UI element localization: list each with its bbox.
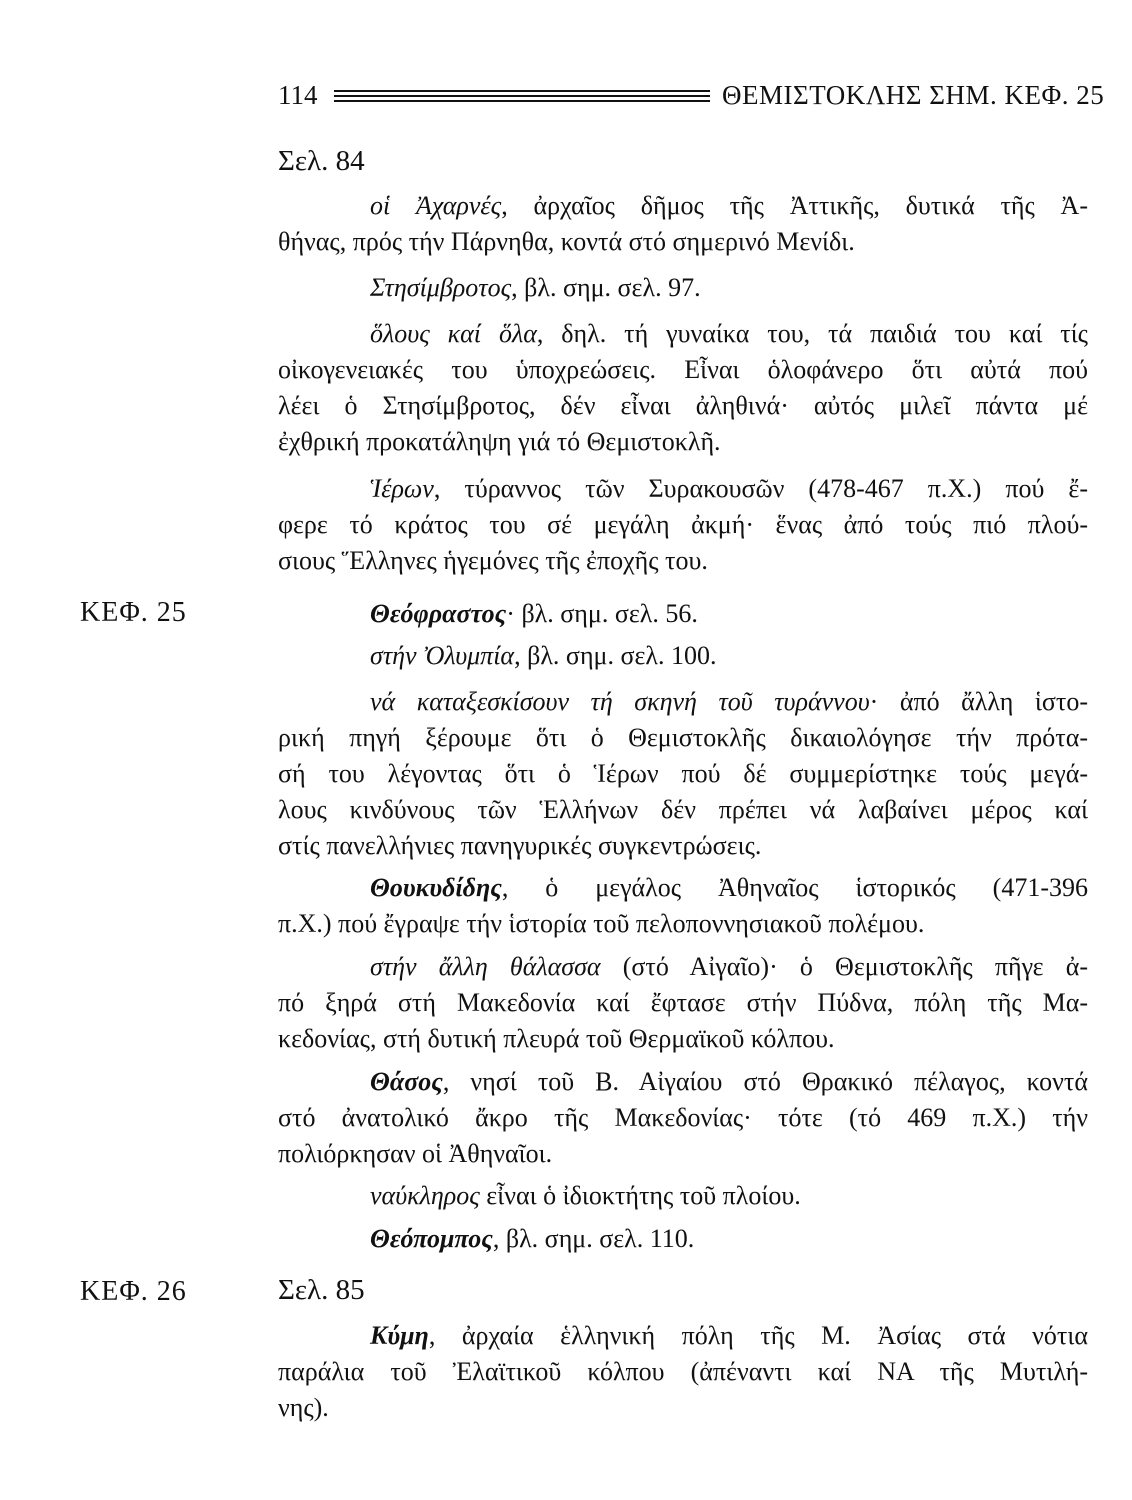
note-text: λέει ὁ Στησίμβροτος, δέν εἶναι ἀληθινά· αὐτός μιλεῖ πάντα μέ (278, 391, 1088, 420)
note-term: ὅλους καί ὅλα (370, 319, 537, 348)
running-header (278, 80, 1105, 114)
note-text: , ἀρχαία ἑλληνική πόλη τῆς Μ. Ἀσίας στά νότια (428, 1321, 1088, 1350)
running-title: ΘΕΜΙΣΤΟΚΛΗΣ ΣΗΜ. ΚΕΦ. 25 (722, 80, 1105, 110)
section-heading-84: Σελ. 84 (278, 145, 365, 177)
note-acharnes (278, 188, 1088, 260)
note-term: οἱ Ἀχαρνές (370, 191, 502, 220)
note-term: Στησίμβροτος (370, 273, 512, 302)
note-term: Θεόφραστος (370, 599, 507, 628)
note-text: ἐχθρική προκατάληψη γιά τό Θεμιστοκλῆ. (278, 427, 721, 456)
note-theophrastos (278, 596, 1088, 632)
note-thasos (278, 1064, 1088, 1172)
note-text: , νησί τοῦ Β. Αἰγαίου στό Θρακικό πέλαγος, κοντά (442, 1067, 1088, 1096)
note-text: κεδονίας, στή δυτική πλευρά τοῦ Θερμαϊκοῦ κόλπου. (278, 1024, 835, 1053)
note-term: στήν Ὀλυμπία (370, 641, 515, 670)
note-text: , βλ. σημ. σελ. 110. (492, 1224, 695, 1253)
note-text: · βλ. σημ. σελ. 56. (506, 599, 698, 628)
note-text: πό ξηρά στή Μακεδονία καί ἔφτασε στήν Πύδνα, πόλη τῆς Μα- (278, 988, 1088, 1017)
note-text: νης). (278, 1393, 329, 1422)
note-text: ρική πηγή ξέρουμε ὅτι ὁ Θεμιστοκλῆς δικαιολόγησε τήν πρότα- (278, 723, 1088, 752)
note-term: νά καταξεσκίσουν τή σκηνή τοῦ τυράννου (370, 687, 870, 716)
note-text: εἶναι ὁ ἰδιοκτήτης τοῦ πλοίου. (479, 1181, 801, 1210)
chapter-marker-25: ΚΕΦ. 25 (80, 597, 187, 628)
note-hieron (278, 471, 1088, 579)
note-text: , ἀρχαῖος δῆμος τῆς Ἀττικῆς, δυτικά τῆς Ἀ- (501, 191, 1088, 220)
note-term: Ἱέρων (370, 474, 434, 503)
chapter-marker-26: ΚΕΦ. 26 (80, 1276, 187, 1307)
note-text: · ἀπό ἄλλη ἱστο- (869, 687, 1088, 716)
note-term: Θουκυδίδης (370, 873, 502, 902)
note-text: στό ἀνατολικό ἄκρο τῆς Μακεδονίας· τότε (τό 469 π.Χ.) τήν (278, 1103, 1088, 1132)
note-term: στήν ἄλλη θάλασσα (370, 952, 601, 981)
note-text: πολιόρκησαν οἱ Ἀθηναῖοι. (278, 1139, 553, 1168)
note-text: θήνας, πρός τήν Πάρνηθα, κοντά στό σημερινό Μενίδι. (278, 227, 855, 256)
note-theopompos (278, 1221, 1088, 1257)
note-holous-kai-hola (278, 316, 1088, 460)
note-text: , ὁ μεγάλος Ἀθηναῖος ἱστορικός (471-396 (501, 873, 1088, 902)
note-text: , δηλ. τή γυναίκα του, τά παιδιά του καί τίς (536, 319, 1088, 348)
note-alle-thalassa (278, 949, 1088, 1057)
note-kyme (278, 1318, 1088, 1426)
note-term: Θάσος (370, 1067, 443, 1096)
note-term: Κύμη (370, 1321, 429, 1350)
note-term: Θεόπομπος (370, 1224, 493, 1253)
note-text: , βλ. σημ. σελ. 100. (514, 641, 717, 670)
note-text: (στό Αἰγαῖο)· ὁ Θεμιστοκλῆς πῆγε ἀ- (600, 952, 1088, 981)
note-naukleros (278, 1178, 1088, 1214)
note-text: π.Χ.) πού ἔγραψε τήν ἱστορία τοῦ πελοποννησιακοῦ πολέμου. (278, 909, 925, 938)
note-text: οἰκογενειακές του ὑποχρεώσεις. Εἶναι ὁλοφάνερο ὅτι αὐτά πού (278, 355, 1088, 384)
note-text: σή του λέγοντας ὅτι ὁ Ἱέρων πού δέ συμμερίστηκε τούς μεγά- (278, 759, 1088, 788)
note-text: φερε τό κράτος του σέ μεγάλη ἀκμή· ἕνας ἀπό τούς πιό πλού- (278, 510, 1088, 539)
note-text: λους κινδύνους τῶν Ἑλλήνων δέν πρέπει νά λαβαίνει μέρος καί (278, 795, 1088, 824)
note-text: σιους Ἕλληνες ἡγεμόνες τῆς ἐποχῆς του. (278, 546, 708, 575)
note-text: στίς πανελλήνιες πανηγυρικές συγκεντρώσεις. (278, 831, 762, 860)
note-olympia (278, 638, 1088, 674)
note-term: ναύκληρος (370, 1181, 480, 1210)
note-stesimbrotos (278, 270, 1088, 306)
page-number: 114 (278, 80, 318, 110)
note-thucydides (278, 870, 1088, 942)
note-text: , τύραννος τῶν Συρακουσῶν (478-467 π.Χ.) πού ἔ- (433, 474, 1088, 503)
section-heading-85: Σελ. 85 (278, 1274, 365, 1306)
header-rule (334, 90, 710, 102)
note-text: παράλια τοῦ Ἐλαϊτικοῦ κόλπου (ἀπέναντι καί ΝΑ τῆς Μυτιλή- (278, 1357, 1088, 1386)
note-skene-tyrannou (278, 684, 1088, 864)
note-text: , βλ. σημ. σελ. 97. (511, 273, 701, 302)
